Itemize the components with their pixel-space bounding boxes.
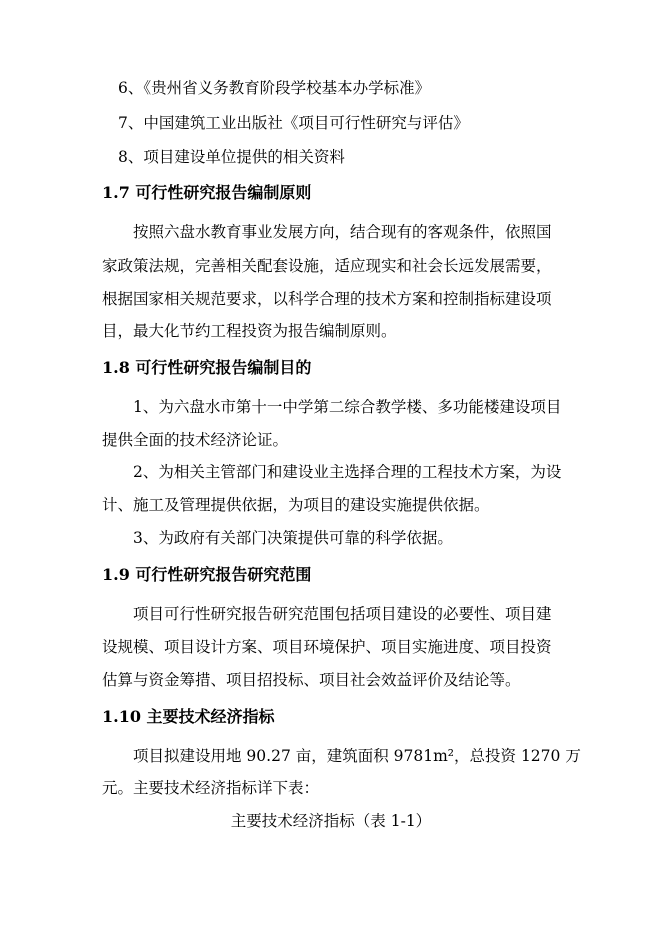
- section-heading-1-7: 1.7 可行性研究报告编制原则: [102, 183, 312, 202]
- paragraph-line: 元。主要技术经济指标详下表：: [102, 779, 320, 797]
- paragraph-line: 家政策法规，完善相关配套设施，适应现实和社会长远发展需要，: [102, 257, 552, 275]
- paragraph-line: 项目可行性研究报告研究范围包括项目建设的必要性、项目建: [133, 605, 552, 623]
- paragraph-line: 计、施工及管理提供依据，为项目的建设实施提供依据。: [102, 496, 490, 514]
- section-heading-1-10: 1.10 主要技术经济指标: [102, 707, 275, 726]
- paragraph-line: 3、为政府有关部门决策提供可靠的科学依据。: [133, 529, 453, 547]
- paragraph-line: 根据国家相关规范要求，以科学合理的技术方案和控制指标建设项: [102, 290, 552, 308]
- reference-item-8: 8、项目建设单位提供的相关资料: [118, 148, 345, 166]
- paragraph-line: 提供全面的技术经济论证。: [102, 431, 289, 449]
- paragraph-line: 目，最大化节约工程投资为报告编制原则。: [102, 322, 397, 340]
- reference-item-6: 6、《贵州省义务教育阶段学校基本办学标准》: [118, 79, 431, 97]
- paragraph-line: 估算与资金筹措、项目招投标、项目社会效益评价及结论等。: [102, 671, 521, 689]
- paragraph-line: 项目拟建设用地 90.27 亩，建筑面积 9781m²，总投资 1270 万: [133, 747, 581, 765]
- section-heading-1-9: 1.9 可行性研究报告研究范围: [102, 565, 312, 584]
- paragraph-line: 设规模、项目设计方案、项目环境保护、项目实施进度、项目投资: [102, 638, 552, 656]
- paragraph-line: 2、为相关主管部门和建设业主选择合理的工程技术方案，为设: [133, 463, 562, 481]
- section-heading-1-8: 1.8 可行性研究报告编制目的: [102, 358, 312, 377]
- reference-item-7: 7、中国建筑工业出版社《项目可行性研究与评估》: [118, 114, 469, 132]
- paragraph-line: 1、为六盘水市第十一中学第二综合教学楼、多功能楼建设项目: [133, 398, 562, 416]
- table-caption: 主要技术经济指标（表 1-1）: [230, 812, 432, 830]
- paragraph-line: 按照六盘水教育事业发展方向，结合现有的客观条件，依照国: [133, 223, 552, 241]
